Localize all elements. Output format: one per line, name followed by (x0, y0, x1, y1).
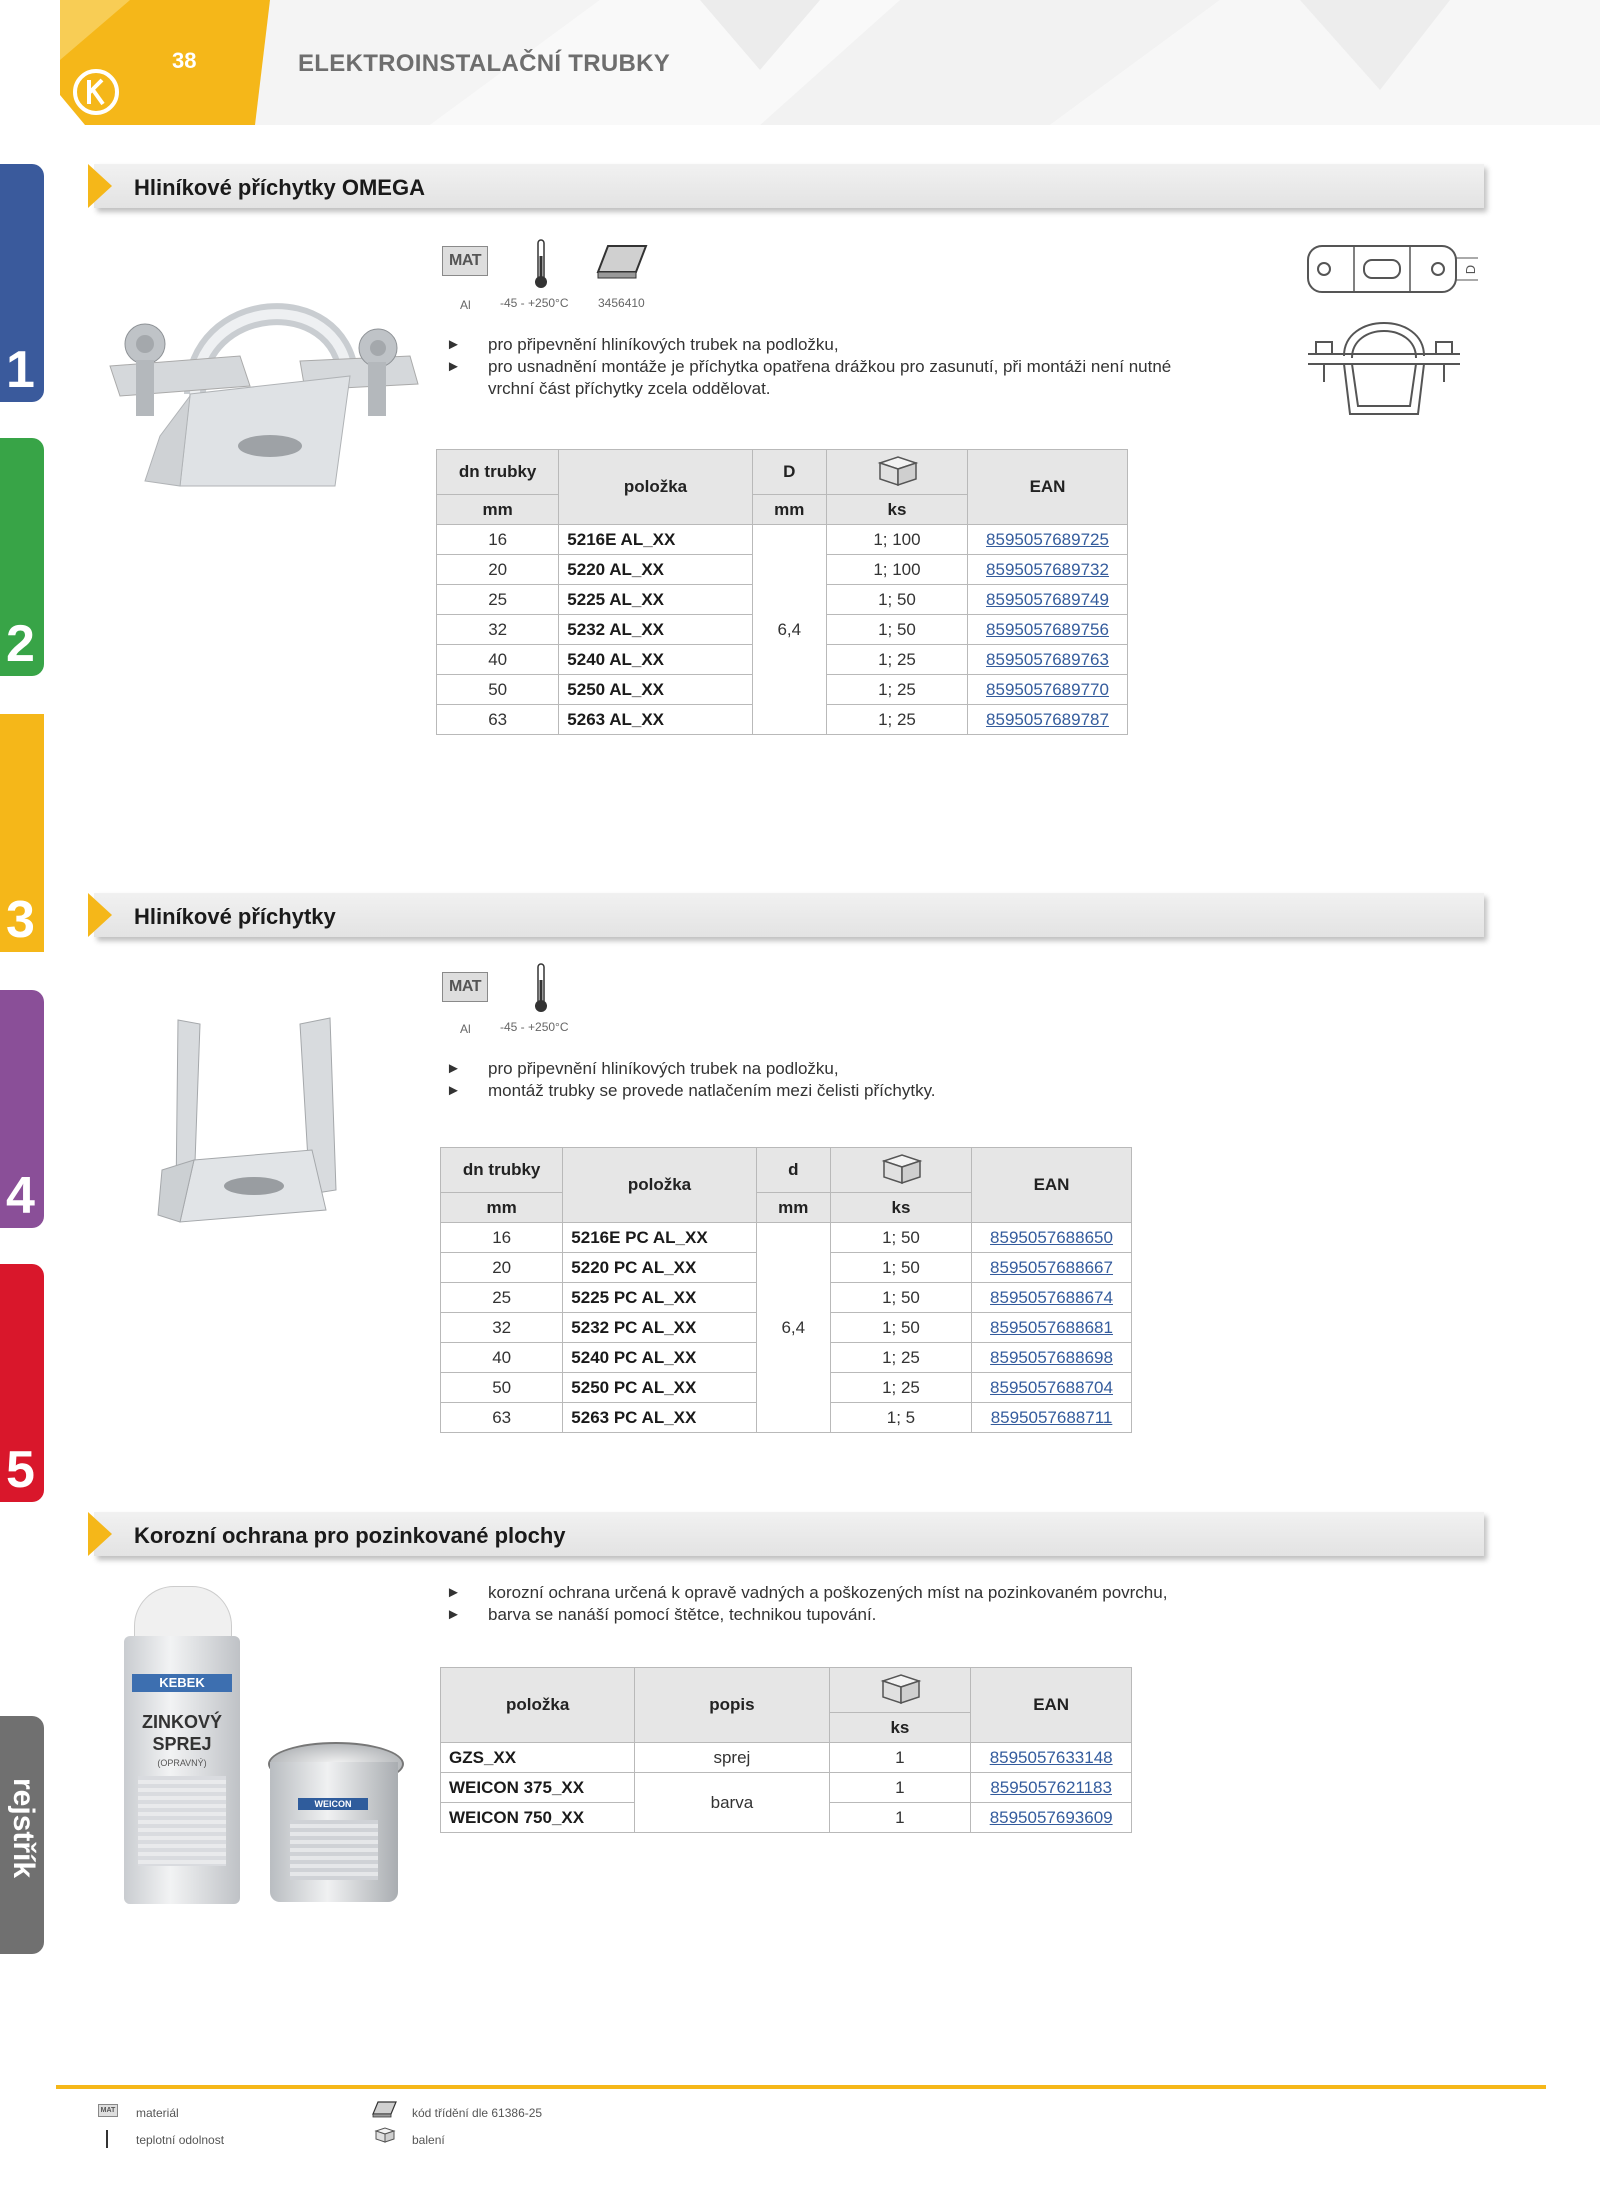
table-row: WEICON 375_XX barva 1 8595057621183 (441, 1773, 1132, 1803)
thermometer-icon (534, 962, 548, 1019)
section-header-omega (88, 164, 1488, 210)
unit-dn: mm (441, 1193, 563, 1223)
ean-link[interactable]: 8595057689749 (968, 585, 1128, 615)
table-row: 40 5240 AL_XX 1; 25 8595057689763 (437, 645, 1128, 675)
ean-link[interactable]: 8595057689763 (968, 645, 1128, 675)
table-row: 25 5225 AL_XX 1; 50 8595057689749 (437, 585, 1128, 615)
section-title: Hliníkové příchytky OMEGA (134, 175, 425, 200)
footer-divider (56, 2085, 1546, 2089)
col-header-item: položka (563, 1148, 756, 1223)
temperature-value: -45 - +250°C (500, 1020, 569, 1034)
table-row: 20 5220 AL_XX 1; 100 8595057689732 (437, 555, 1128, 585)
unit-d: mm (752, 495, 826, 525)
box-icon (878, 1151, 924, 1185)
material-value: Al (460, 1022, 471, 1036)
unit-pack: ks (826, 495, 967, 525)
tab-label: 4 (6, 1167, 35, 1225)
col-header-desc: popis (635, 1668, 829, 1743)
col-header-item: položka (559, 450, 752, 525)
section-title: Korozní ochrana pro pozinkované plochy (134, 1523, 566, 1548)
header-pattern (0, 0, 1600, 125)
bullet-item: ► montáž trubky se provede natlačením mezi čelisti příchytky. (446, 1081, 936, 1100)
can-title-1: ZINKOVÝ (141, 1712, 222, 1732)
can-title-3: (OPRAVNÝ) (157, 1758, 207, 1768)
table-row: 50 5250 AL_XX 1; 25 8595057689770 (437, 675, 1128, 705)
table-row: 25 5225 PC AL_XX 1; 50 8595057688674 (441, 1283, 1132, 1313)
ean-link[interactable]: 8595057688698 (972, 1343, 1132, 1373)
section2-bullets (446, 1058, 1276, 1102)
box-icon (874, 453, 920, 487)
merged-desc: barva (635, 1773, 829, 1833)
product-table-corrosion (440, 1667, 1132, 1833)
table-row: 40 5240 PC AL_XX 1; 25 8595057688698 (441, 1343, 1132, 1373)
material-value: Al (460, 298, 471, 312)
table-row: 32 5232 PC AL_XX 1; 50 8595057688681 (441, 1313, 1132, 1343)
ean-link[interactable]: 8595057688650 (972, 1223, 1132, 1253)
tab-chapter-5[interactable] (0, 1264, 44, 1502)
product-image-clip (150, 1010, 350, 1245)
table-row: 32 5232 AL_XX 1; 50 8595057689756 (437, 615, 1128, 645)
unit-pack: ks (829, 1713, 971, 1743)
unit-d: mm (756, 1193, 830, 1223)
product-image-spray-can (124, 1586, 240, 1904)
unit-pack: ks (830, 1193, 971, 1223)
technical-drawing-top-view (1304, 240, 1484, 305)
ean-link[interactable]: 8595057689770 (968, 675, 1128, 705)
unit-dn: mm (437, 495, 559, 525)
table-row: WEICON 750_XX 1 8595057693609 (441, 1803, 1132, 1833)
ean-link[interactable]: 8595057693609 (971, 1803, 1132, 1833)
table-row: 16 5216E AL_XX 6,4 1; 100 8595057689725 (437, 525, 1128, 555)
tab-chapter-1[interactable] (0, 164, 44, 402)
tab-label: rejstřík (7, 1778, 40, 1879)
ean-link[interactable]: 8595057688667 (972, 1253, 1132, 1283)
tab-label: 2 (6, 615, 35, 673)
material-icon: MAT (442, 246, 488, 276)
header-background (0, 0, 1600, 125)
legend-box-icon (374, 2126, 396, 2149)
dimension-label: D (1463, 264, 1479, 275)
page-title: ELEKTROINSTALAČNÍ TRUBKY (298, 50, 671, 77)
can-title-2: SPREJ (152, 1734, 212, 1754)
table-row: 63 5263 AL_XX 1; 25 8595057689787 (437, 705, 1128, 735)
tab-chapter-3[interactable] (0, 714, 44, 952)
ean-link[interactable]: 8595057689756 (968, 615, 1128, 645)
tab-label: 3 (6, 891, 35, 949)
bullet-item: ► pro připevnění hliníkových trubek na podložku, (446, 335, 839, 354)
brand-logo (72, 68, 120, 121)
ean-link[interactable]: 8595057689787 (968, 705, 1128, 735)
table-row: 63 5263 PC AL_XX 1; 5 8595057688711 (441, 1403, 1132, 1433)
legend-packaging-label: balení (412, 2133, 445, 2147)
table-row: 16 5216E PC AL_XX 6,4 1; 50 8595057688650 (441, 1223, 1132, 1253)
ean-link[interactable]: 8595057689732 (968, 555, 1128, 585)
page-number: 38 (172, 48, 197, 73)
merged-d-value: 6,4 (752, 525, 826, 735)
can-brand: KEBEK (132, 1674, 232, 1692)
product-image-omega-clip (100, 286, 430, 521)
merged-d-value: 6,4 (756, 1223, 830, 1433)
bullet-item: ► korozní ochrana určená k opravě vadných a poškozených míst na pozinkovaném povrchu, (446, 1583, 1168, 1602)
tab-chapter-4[interactable] (0, 990, 44, 1228)
product-table-omega (436, 449, 1128, 735)
table-row: 20 5220 PC AL_XX 1; 50 8595057688667 (441, 1253, 1132, 1283)
tab-label: 5 (6, 1441, 35, 1499)
product-image-paint-tin (268, 1742, 400, 1904)
legend-material-label: materiál (136, 2106, 179, 2120)
col-header-d: d (756, 1148, 830, 1193)
ean-link[interactable]: 8595057688681 (972, 1313, 1132, 1343)
thermometer-icon (534, 238, 548, 295)
section-header-clips (88, 893, 1488, 939)
col-header-pack (826, 450, 967, 495)
technical-drawing-side-view (1304, 318, 1464, 427)
tab-chapter-2[interactable] (0, 438, 44, 676)
ean-link[interactable]: 8595057621183 (971, 1773, 1132, 1803)
col-header-pack (830, 1148, 971, 1193)
table-row: GZS_XX sprej 1 8595057633148 (441, 1743, 1132, 1773)
ean-link[interactable]: 8595057688674 (972, 1283, 1132, 1313)
bullet-item: ► barva se nanáší pomocí štětce, technikou tupování. (446, 1605, 877, 1624)
ean-link[interactable]: 8595057689725 (968, 525, 1128, 555)
col-header-ean: EAN (968, 450, 1128, 525)
classification-code-value: 3456410 (598, 296, 645, 310)
tin-brand: WEICON (298, 1798, 368, 1810)
col-header-dn: dn trubky (437, 450, 559, 495)
legend-classification-label: kód třídění dle 61386-25 (412, 2106, 543, 2120)
section-title: Hliníkové příchytky (134, 904, 336, 929)
table-row: 50 5250 PC AL_XX 1; 25 8595057688704 (441, 1373, 1132, 1403)
ean-link[interactable]: 8595057633148 (971, 1743, 1132, 1773)
section-header-corrosion (88, 1512, 1488, 1558)
bullet-item-continued: vrchní část příchytky zcela oddělovat. (488, 379, 771, 398)
col-header-item: položka (441, 1668, 635, 1743)
temperature-value: -45 - +250°C (500, 296, 569, 310)
col-header-d: D (752, 450, 826, 495)
section3-bullets (446, 1582, 1306, 1626)
col-header-dn: dn trubky (441, 1148, 563, 1193)
bullet-item: ► pro usnadnění montáže je příchytka opatřena drážkou pro zasunutí, při montáži není nutné (446, 357, 1172, 376)
classification-code-icon (596, 242, 648, 285)
legend-classification-icon (372, 2100, 398, 2125)
bullet-item: ► pro připevnění hliníkových trubek na podložku, (446, 1059, 839, 1078)
product-table-clips (440, 1147, 1132, 1433)
legend-temperature-label: teplotní odolnost (136, 2133, 225, 2147)
legend-thermometer-icon (106, 2130, 108, 2148)
col-header-pack (829, 1668, 971, 1713)
material-icon: MAT (442, 972, 488, 1002)
col-header-ean: EAN (972, 1148, 1132, 1223)
col-header-ean: EAN (971, 1668, 1132, 1743)
legend-material-icon: MAT (98, 2104, 118, 2117)
section1-bullets (446, 334, 1276, 400)
box-icon (877, 1671, 923, 1705)
tab-index[interactable] (0, 1716, 44, 1954)
ean-link[interactable]: 8595057688704 (972, 1373, 1132, 1403)
tab-label: 1 (6, 341, 35, 399)
ean-link[interactable]: 8595057688711 (972, 1403, 1132, 1433)
